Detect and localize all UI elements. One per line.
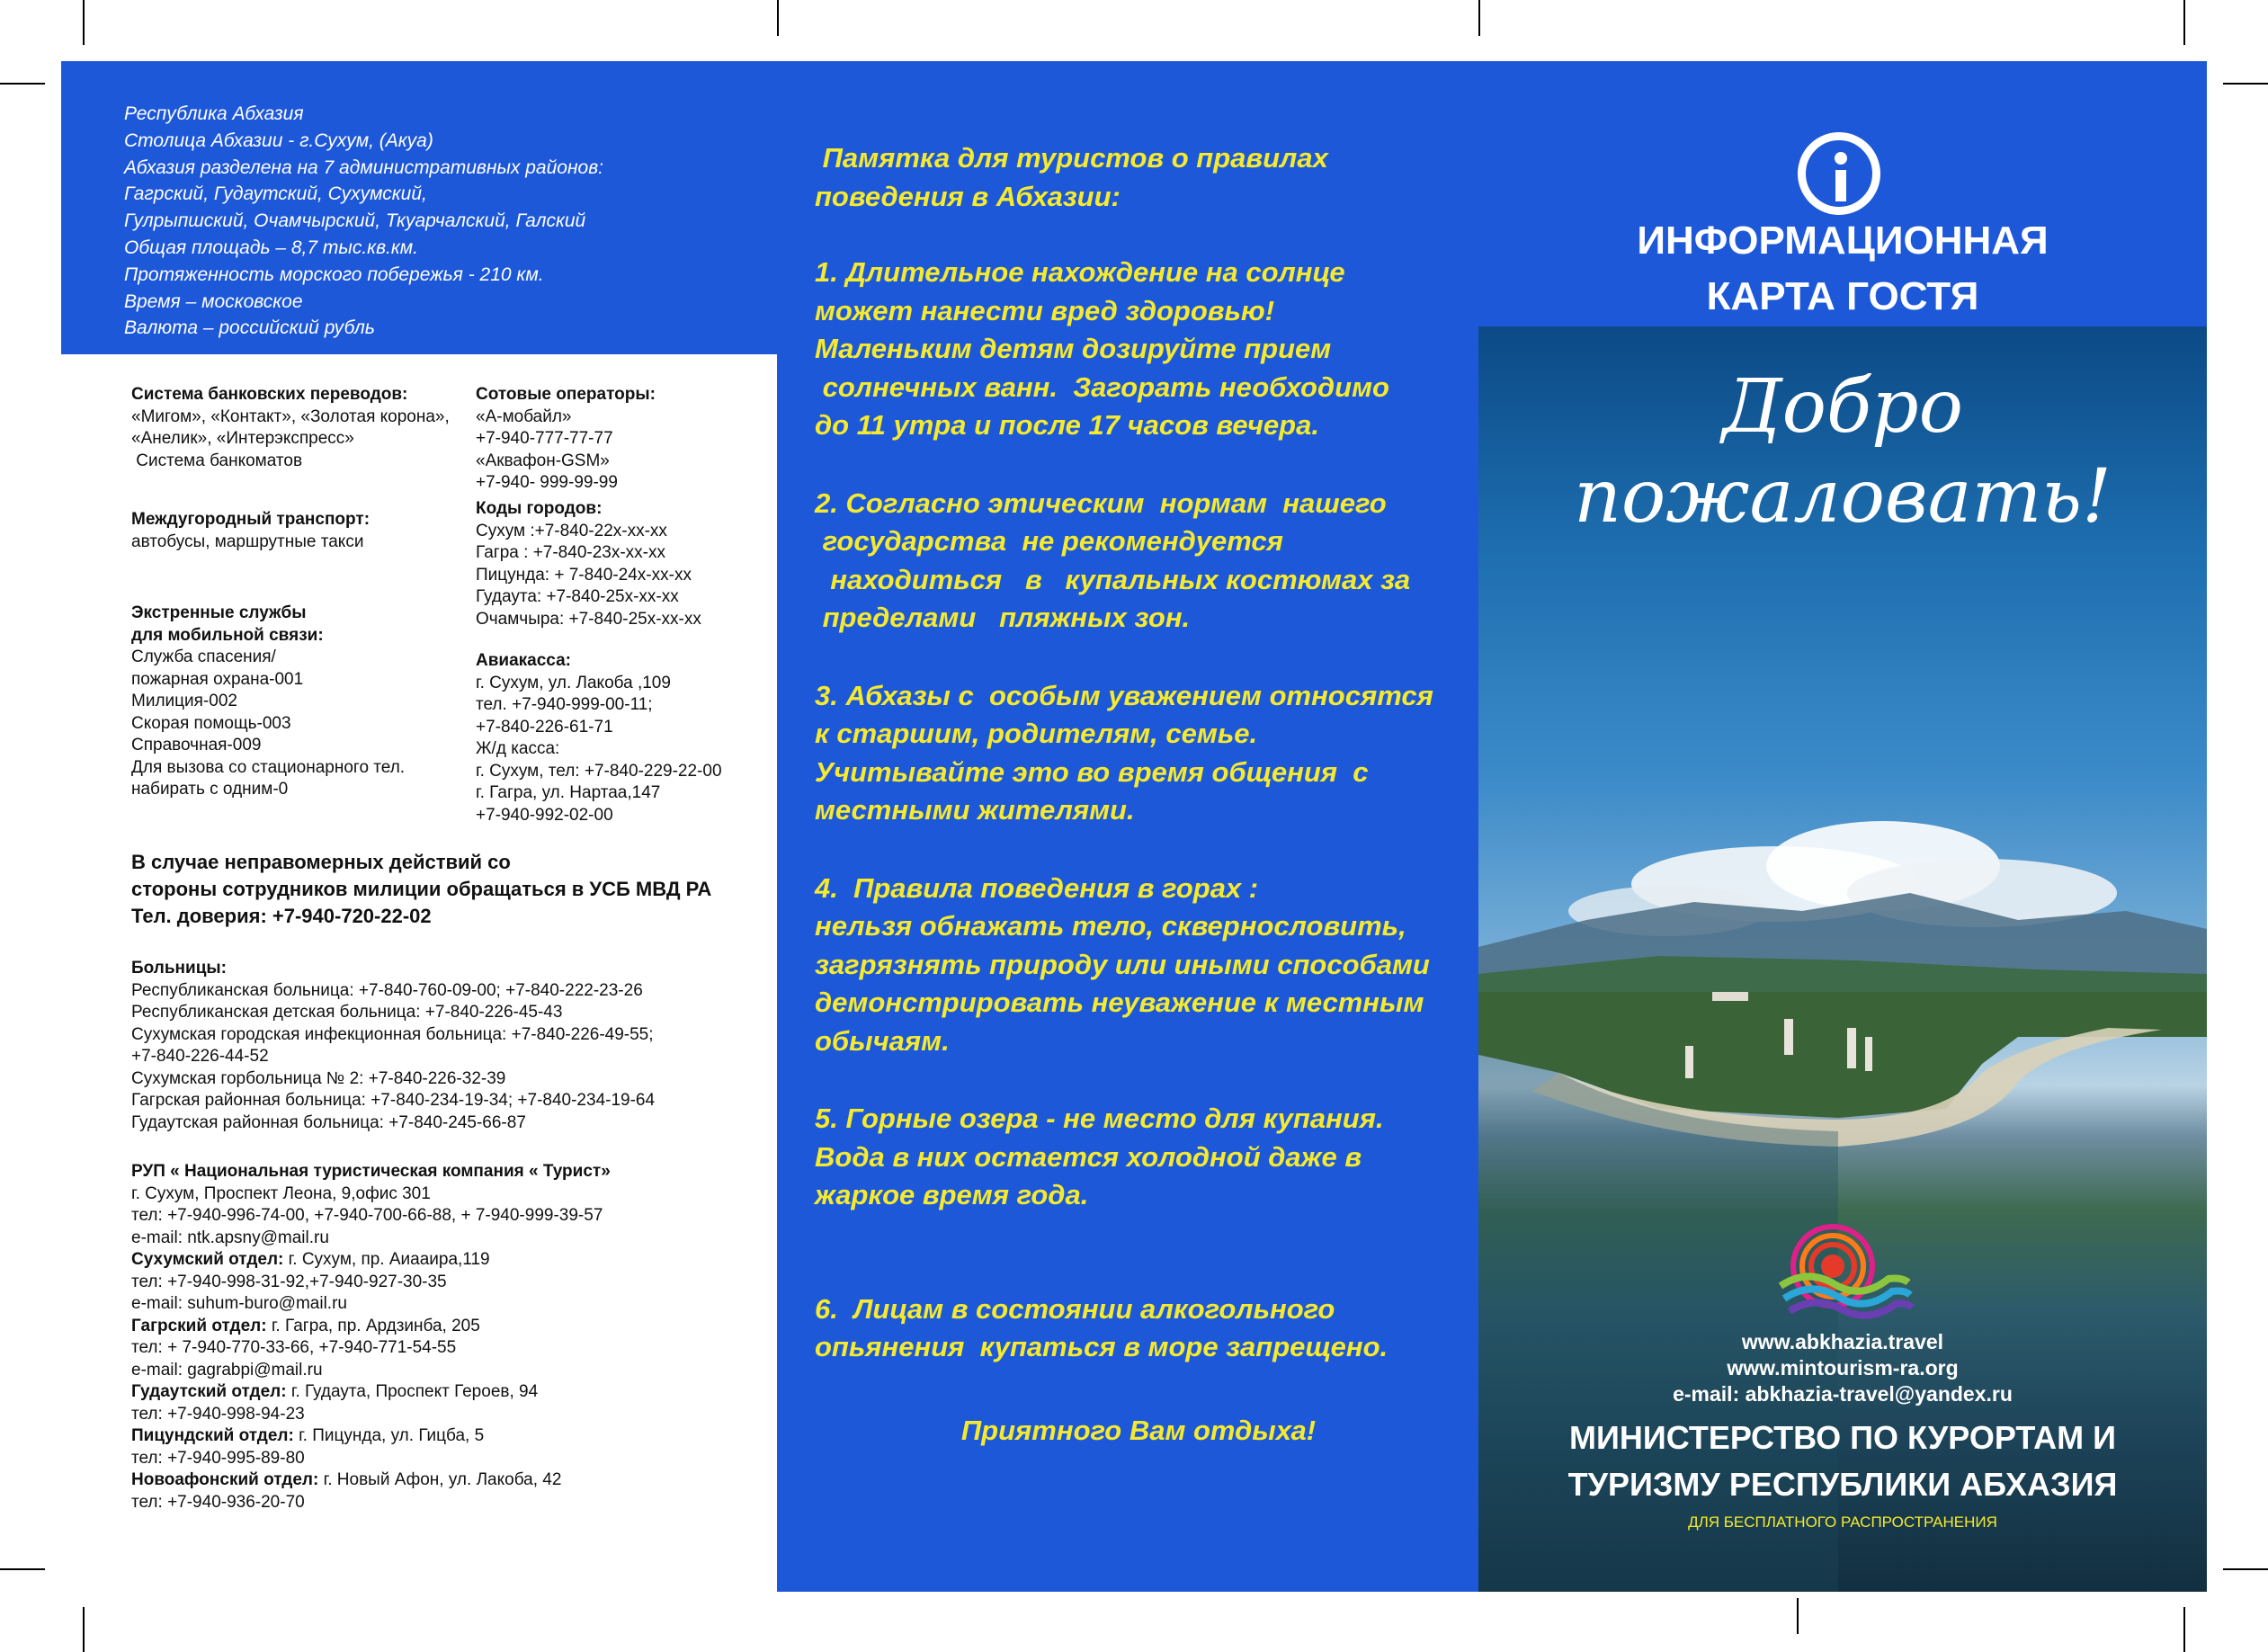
avia-line: +7-940-992-02-00 — [476, 805, 613, 825]
rule-line: находиться в купальных костюмах за — [815, 563, 1411, 595]
hospitals-title: Больницы: — [131, 959, 227, 978]
rule-line: 5. Горные озера - не место для купания. — [815, 1103, 1384, 1134]
rule-line: 2. Согласно этическим нормам нашего — [815, 487, 1387, 519]
fold-mark — [1797, 1598, 1799, 1634]
hospital-line: Гагрская районная больница: +7-840-234-19-34; +7-840-234-19-64 — [131, 1091, 656, 1110]
rule-line: может нанести вред здоровью! — [815, 294, 1275, 326]
info-line: Гулрыпшский, Очамчырский, Ткуарчалский, Галский — [124, 210, 586, 232]
city-code-line: Сухум :+7-840-22х-хх-хх — [476, 521, 667, 540]
ministry-line: ТУРИЗМУ РЕСПУБЛИКИ АБХАЗИЯ — [1567, 1466, 2118, 1503]
rule-item — [815, 677, 1462, 830]
fold-mark — [1478, 0, 1480, 36]
rule-line: Вода в них остается холодной даже в — [815, 1140, 1362, 1173]
info-line: Абхазия разделена на 7 административных районов: — [124, 156, 603, 178]
card-title — [1493, 213, 2192, 325]
crop-mark — [0, 83, 45, 85]
info-line: Общая площадь – 8,7 тыс.кв.км. — [124, 237, 419, 258]
avia-line: Ж/д касса: — [476, 739, 560, 758]
company-line: Новоафонский отдел: г. Новый Афон, ул. Лакоба, 42 — [131, 1470, 562, 1489]
company-line: тел: +7-940-936-20-70 — [131, 1492, 305, 1512]
city-codes-title: Коды городов: — [476, 499, 603, 518]
banking-block — [131, 384, 450, 472]
city-code-line: Очамчыра: +7-840-25х-хх-хх — [476, 609, 701, 629]
card-title-line: КАРТА ГОСТЯ — [1706, 274, 1979, 318]
rule-line: Учитывайте это во время общения с — [815, 755, 1369, 788]
info-line: Столица Абхазии - г.Сухум, (Акуа) — [124, 129, 433, 151]
hospital-line: Гудаутская районная больница: +7-840-245-66-87 — [131, 1112, 526, 1132]
avia-line: г. Сухум, ул. Лакоба ,109 — [476, 673, 671, 692]
company-line: Гудаутский отдел: г. Гудаута, Проспект Героев, 94 — [131, 1382, 539, 1401]
emergency-block — [131, 603, 405, 801]
emergency-title: Экстренные службы — [131, 603, 307, 622]
rule-line: загрязнять природу или иными способами — [815, 948, 1430, 980]
info-line: Протяженность морского побережья - 210 км. — [124, 263, 544, 285]
rule-line: местными жителями. — [815, 794, 1135, 826]
rule-line: солнечных ванн. Загорать необходимо — [815, 371, 1389, 403]
avia-line: +7-840-226-61-71 — [476, 717, 613, 737]
avia-block — [476, 650, 722, 826]
warning-line: В случае неправомерных действий со — [131, 851, 511, 873]
company-line: Сухумский отдел: г. Сухум, пр. Аиааира,119 — [131, 1250, 490, 1269]
transport-block — [131, 509, 370, 553]
banking-line: Система банкоматов — [131, 451, 303, 470]
crop-mark — [2223, 83, 2268, 85]
company-line: г. Сухум, Проспект Леона, 9,офис 301 — [131, 1183, 431, 1203]
avia-title: Авиакасса: — [476, 651, 571, 670]
info-line: Республика Абхазия — [124, 103, 304, 124]
crop-mark — [0, 1568, 45, 1570]
avia-line: тел. +7-940-999-00-11; — [476, 695, 653, 714]
banking-line: «Мигом», «Контакт», «Золотая корона», — [131, 406, 450, 426]
rule-line: 3. Абхазы с особым уважением относятся — [815, 679, 1433, 711]
tourism-logo-icon — [1772, 1223, 1915, 1329]
crop-mark — [83, 0, 85, 45]
rule-item — [815, 254, 1462, 445]
emergency-line: Для вызова со стационарного тел. — [131, 757, 406, 777]
rules-heading-line: поведения в Абхазии: — [815, 180, 1121, 212]
trust-phone-line: Тел. доверия: +7-940-720-22-02 — [131, 905, 432, 927]
crop-mark — [2223, 1568, 2268, 1570]
rule-line: пределами пляжных зон. — [815, 602, 1191, 633]
emergency-line: Милиция-002 — [131, 692, 237, 710]
closing-wish: Приятного Вам отдыха! — [960, 1414, 1317, 1446]
operators-line: «Аквафон-GSM» — [476, 451, 610, 470]
hospital-line: Сухумская горбольница № 2: +7-840-226-32-39 — [131, 1068, 506, 1088]
info-line: Валюта – российский рубль — [124, 317, 375, 339]
city-codes-block — [476, 498, 701, 630]
info-line: Время – московское — [124, 290, 303, 312]
city-code-line: Пицунда: + 7-840-24х-хх-хх — [476, 565, 692, 585]
city-code-line: Гудаута: +7-840-25х-хх-хх — [476, 587, 679, 606]
company-line: тел: +7-940-998-31-92,+7-940-927-30-35 — [131, 1272, 447, 1291]
company-line: тел: +7-940-995-89-80 — [131, 1448, 305, 1468]
rule-line: до 11 утра и после 17 часов вечера. — [815, 409, 1319, 441]
hospital-line: +7-840-226-44-52 — [131, 1047, 269, 1066]
company-line: тел: +7-940-996-74-00, +7-940-700-66-88, + 7-940-999-39-57 — [131, 1206, 603, 1225]
emergency-title: для мобильной связи: — [131, 625, 324, 645]
info-line: Гагрский, Гудаутский, Сухумский, — [124, 183, 427, 205]
emergency-line: пожарная охрана-001 — [131, 669, 304, 689]
rule-line: Маленьким детям дозируйте прием — [815, 333, 1332, 364]
city-code-line: Гагра : +7-840-23х-хх-хх — [476, 543, 665, 562]
banking-title: Система банковских переводов: — [131, 385, 408, 404]
hospital-line: Республиканская больница: +7-840-760-09-00; +7-840-222-23-26 — [131, 980, 643, 1000]
info-icon — [1798, 132, 1880, 215]
avia-line: г. Сухум, тел: +7-840-229-22-00 — [476, 761, 722, 781]
rule-line: государства не рекомендуется — [815, 525, 1283, 557]
hospital-line: Республиканская детская больница: +7-840-226-45-43 — [131, 1003, 563, 1022]
contacts — [1493, 1329, 2192, 1407]
website-link[interactable]: www.mintourism-ra.org — [1727, 1356, 1959, 1380]
company-title: РУП « Национальная туристическая компания « Турист» — [131, 1162, 611, 1181]
crop-mark — [83, 1607, 85, 1652]
operators-line: «А-мобайл» — [476, 406, 572, 426]
rules-heading-line: Памятка для туристов о правилах — [815, 142, 1328, 174]
rule-line: демонстрировать неуважение к местным — [815, 987, 1424, 1018]
rules-heading — [815, 139, 1462, 216]
emergency-line: Справочная-009 — [131, 736, 262, 755]
rule-line: к старшим, родителям, семье. — [815, 718, 1258, 749]
warning-line: стороны сотрудников милиции обращаться в УСБ МВД РА — [131, 878, 712, 900]
free-distribution-note: ДЛЯ БЕСПЛАТНОГО РАСПРОСТРАНЕНИЯ — [1688, 1514, 1997, 1531]
email-link[interactable]: e-mail: abkhazia-travel@yandex.ru — [1673, 1382, 2013, 1406]
police-warning — [131, 849, 711, 930]
avia-line: г. Гагра, ул. Нартаа,147 — [476, 783, 661, 802]
rule-line: опьянения купаться в море запрещено. — [815, 1331, 1388, 1362]
operators-block — [476, 384, 656, 495]
crop-mark — [2183, 1607, 2185, 1652]
fold-mark — [777, 0, 779, 36]
welcome-heading: Добро пожаловать! — [1574, 364, 2112, 540]
republic-info — [124, 101, 603, 342]
hospitals-block — [131, 958, 655, 1134]
operators-line: +7-940-777-77-77 — [476, 429, 613, 448]
crop-mark — [2183, 0, 2185, 45]
transport-line: автобусы, маршрутные такси — [131, 531, 364, 551]
transport-title: Междугородный транспорт: — [131, 510, 371, 529]
operators-line: +7-940- 999-99-99 — [476, 473, 618, 492]
rule-item — [815, 1290, 1462, 1367]
rule-item — [815, 870, 1462, 1061]
rule-line: 6. Лицам в состоянии алкогольного — [815, 1292, 1335, 1325]
rule-line: обычаям. — [815, 1024, 950, 1057]
hospital-line: Сухумская городская инфекционная больница: +7-840-226-49-55; — [131, 1024, 654, 1044]
emergency-line: Служба спасения/ — [131, 647, 276, 666]
info-icon-stem — [1835, 170, 1846, 201]
company-line: e-mail: ntk.apsny@mail.ru — [131, 1228, 329, 1247]
emergency-line: Скорая помощь-003 — [131, 713, 291, 733]
emergency-line: набирать с одним-0 — [131, 780, 289, 799]
rule-item — [815, 485, 1462, 638]
company-line: Пицундский отдел: г. Пицунда, ул. Гицба, 5 — [131, 1426, 485, 1445]
company-line: e-mail: suhum-buro@mail.ru — [131, 1294, 347, 1313]
ministry-name — [1493, 1415, 2192, 1508]
company-line: тел: +7-940-998-94-23 — [131, 1404, 305, 1424]
website-link[interactable]: www.abkhazia.travel — [1741, 1330, 1944, 1353]
tour-company-block — [131, 1161, 611, 1514]
rule-line: жаркое время года. — [815, 1179, 1089, 1210]
ministry-line: МИНИСТЕРСТВО ПО КУРОРТАМ И — [1569, 1419, 2116, 1456]
rule-line: 4. Правила поведения в горах : — [815, 871, 1259, 904]
tourist-rules — [815, 139, 1462, 1450]
company-line: Гагрский отдел: г. Гагра, пр. Ардзинба, 205 — [131, 1316, 480, 1335]
info-icon-dot — [1835, 152, 1847, 165]
company-line: e-mail: gagrabpi@mail.ru — [131, 1360, 323, 1380]
rule-item — [815, 1100, 1462, 1215]
company-line: тел: + 7-940-770-33-66, +7-940-771-54-55 — [131, 1338, 457, 1357]
card-title-line: ИНФОРМАЦИОННАЯ — [1637, 219, 2049, 263]
banking-line: «Анелик», «Интерэкспресс» — [131, 429, 354, 448]
operators-title: Сотовые операторы: — [476, 385, 656, 404]
rule-line: нельзя обнажать тело, сквернословить, — [815, 910, 1406, 942]
rule-line: 1. Длительное нахождение на солнце — [815, 256, 1345, 288]
